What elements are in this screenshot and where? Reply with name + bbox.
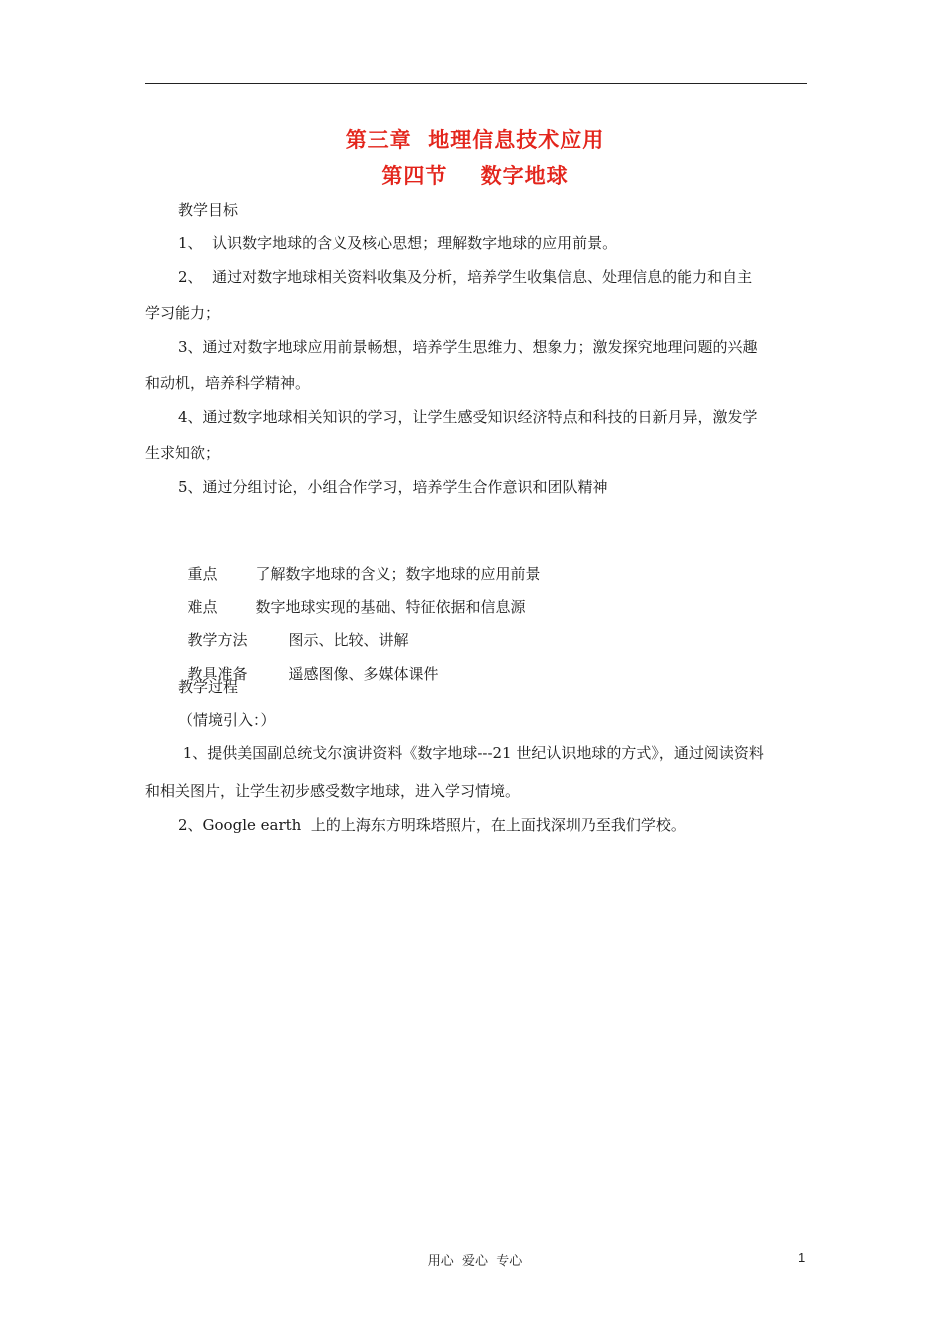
key-point-label: 重点 <box>187 565 218 583</box>
process-paragraph: 和相关图片，让学生初步感受数字地球，进入学习情境。 <box>145 782 521 800</box>
process-heading: 教学过程 <box>178 678 239 696</box>
objective-item: 学习能力； <box>145 304 221 322</box>
header-rule <box>145 83 807 84</box>
objective-item: 和动机，培养科学精神。 <box>145 374 311 392</box>
method-value: 图示、比较、讲解 <box>288 631 409 649</box>
objective-item: 4、通过数字地球相关知识的学习，让学生感受知识经济特点和科技的日新月异，激发学 <box>178 408 758 426</box>
objective-item: 2、 通过对数字地球相关资料收集及分析，培养学生收集信息、处理信息的能力和自主 <box>178 268 753 286</box>
difficulty-label: 难点 <box>187 598 218 616</box>
tools-value: 遥感图像、多媒体课件 <box>288 665 439 683</box>
chapter-title: 第三章 地理信息技术应用 <box>345 128 605 152</box>
page-number: 1 <box>798 1250 806 1265</box>
objective-item: 5、通过分组讨论，小组合作学习，培养学生合作意识和团队精神 <box>178 478 608 496</box>
difficulty-value: 数字地球实现的基础、特征依据和信息源 <box>255 598 526 616</box>
process-intro: （情境引入：） <box>178 711 276 729</box>
process-paragraph: 1、提供美国副总统戈尔演讲资料《数字地球---21 世纪认识地球的方式》，通过阅读资料 <box>178 744 764 762</box>
method-label: 教学方法 <box>187 631 248 649</box>
objective-item: 生求知欲； <box>145 444 221 462</box>
tools-label: 教具准备 <box>187 665 248 683</box>
objectives-heading: 教学目标 <box>178 201 239 219</box>
objective-item: 1、 认识数字地球的含义及核心思想；理解数字地球的应用前景。 <box>178 234 618 252</box>
process-paragraph: 2、Google earth 上的上海东方明珠塔照片，在上面找深圳乃至我们学校。 <box>178 816 686 834</box>
key-point-value: 了解数字地球的含义；数字地球的应用前景 <box>255 565 541 583</box>
section-title: 第四节 数字地球 <box>381 164 569 188</box>
footer-slogan: 用心 爱心 专心 <box>427 1254 523 1269</box>
objective-item: 3、通过对数字地球应用前景畅想，培养学生思维力、想象力；激发探究地理问题的兴趣 <box>178 338 758 356</box>
